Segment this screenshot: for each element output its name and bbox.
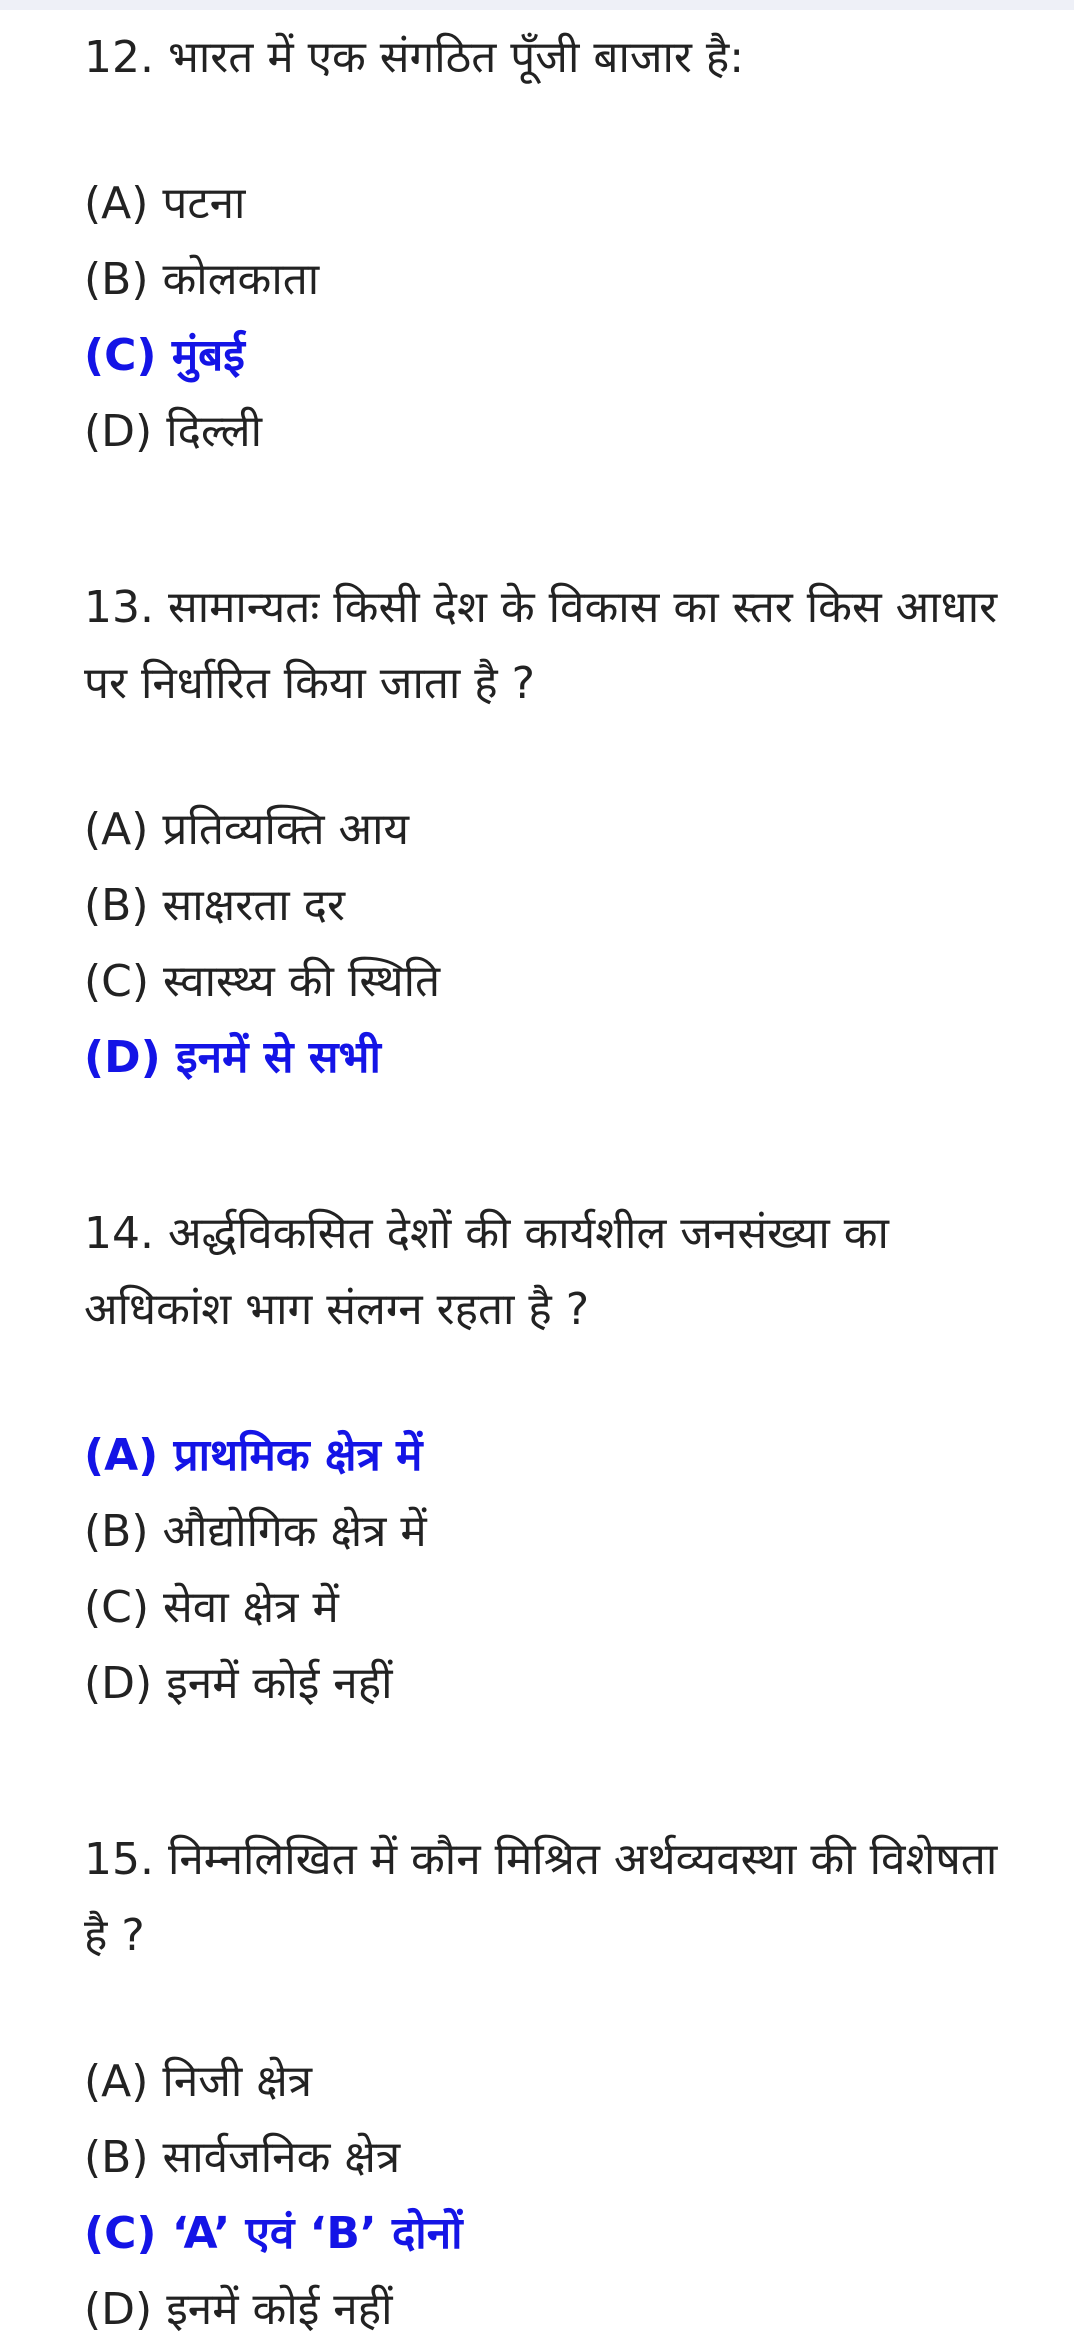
spacer [84,470,1014,570]
question-text: 14. अर्द्धविकसित देशों की कार्यशील जनसंख्या का अधिकांश भाग संलग्न रहता है ? [84,1208,889,1335]
top-status-strip [0,0,1074,10]
option-c[interactable]: (C) सेवा क्षेत्र में [84,1582,339,1633]
spacer [84,1722,1014,1822]
option-c[interactable]: (C) स्वास्थ्य की स्थिति [84,956,441,1007]
question-14 [84,1196,1014,1722]
question-text: 13. सामान्यतः किसी देश के विकास का स्तर किस आधार पर निर्धारित किया जाता है ? [84,582,998,709]
option-b[interactable]: (B) औद्योगिक क्षेत्र में [84,1506,427,1557]
option-c[interactable]: (C) ‘A’ एवं ‘B’ दोनों [84,2208,463,2259]
question-13 [84,570,1014,1096]
option-b[interactable]: (B) साक्षरता दर [84,880,346,931]
option-b[interactable]: (B) कोलकाता [84,254,320,305]
option-a[interactable]: (A) निजी क्षेत्र [84,2056,313,2107]
options-list [84,2044,1014,2348]
option-a[interactable]: (A) पटना [84,178,246,229]
question-15 [84,1822,1014,2348]
option-d[interactable]: (D) इनमें से सभी [84,1032,381,1083]
option-c[interactable]: (C) मुंबई [84,330,245,381]
option-a[interactable]: (A) प्रतिव्यक्ति आय [84,804,410,855]
option-a[interactable]: (A) प्राथमिक क्षेत्र में [84,1430,423,1481]
option-d[interactable]: (D) इनमें कोई नहीं [84,1658,393,1709]
question-text: 15. निम्नलिखित में कौन मिश्रित अर्थव्यवस्था की विशेषता है ? [84,1834,998,1961]
option-d[interactable]: (D) दिल्ली [84,406,263,457]
question-list [84,20,1014,2348]
question-12 [84,20,1014,470]
options-list [84,792,1014,1096]
option-d[interactable]: (D) इनमें कोई नहीं [84,2284,393,2335]
question-text: 12. भारत में एक संगठित पूँजी बाजार है: [84,32,745,83]
options-list [84,166,1014,470]
options-list [84,1418,1014,1722]
spacer [84,1096,1014,1196]
option-b[interactable]: (B) सार्वजनिक क्षेत्र [84,2132,401,2183]
